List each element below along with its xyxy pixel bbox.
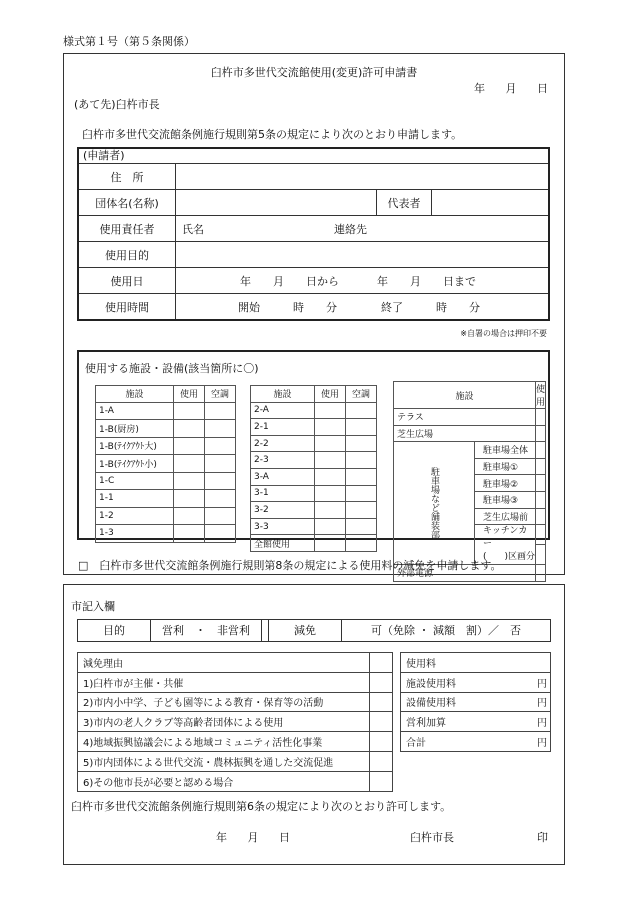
group-label: 団体名(名称) — [79, 190, 176, 216]
reason-text: 1)臼杵市が主催・共催 — [78, 672, 370, 692]
col-facility: 施設 — [251, 386, 315, 403]
aircon-cell[interactable] — [346, 468, 377, 485]
col-use: 使用 — [174, 386, 205, 403]
fee-label: 施設使用料 — [401, 672, 487, 692]
exemption-label: 減免 — [269, 620, 342, 641]
address-field[interactable] — [176, 164, 549, 190]
representative-field[interactable] — [432, 190, 549, 216]
application-frame — [63, 53, 565, 580]
use-cell[interactable] — [315, 435, 346, 452]
facility-row — [251, 518, 377, 535]
use-cell[interactable] — [315, 452, 346, 469]
aircon-cell[interactable] — [346, 485, 377, 502]
col-use: 使用 — [315, 386, 346, 403]
fee-unit[interactable]: 円 — [486, 712, 551, 732]
group-field[interactable] — [176, 190, 377, 216]
aircon-cell[interactable] — [205, 420, 236, 438]
fees-header: 使用料 — [401, 653, 551, 673]
fee-label: 合計 — [401, 732, 487, 752]
facility-name: 2-1 — [251, 419, 315, 436]
date-from-text: 年 月 日から — [240, 274, 339, 288]
facility-name: 2-A — [251, 402, 315, 419]
time-end-text: 終了 時 分 — [381, 300, 480, 314]
facility-name: 1-B(厨房) — [96, 420, 174, 438]
office-purpose-label: 目的 — [78, 620, 151, 641]
use-cell[interactable] — [315, 468, 346, 485]
aircon-cell[interactable] — [346, 535, 377, 552]
use-cell[interactable] — [536, 475, 546, 492]
reasons-header: 減免理由 — [78, 653, 370, 673]
use-cell[interactable] — [536, 409, 546, 426]
facility-row — [251, 452, 377, 469]
col-facility: 施設 — [394, 382, 536, 409]
reason-text: 5)市内団体による世代交流・農林振興を通した交流促進 — [78, 751, 370, 771]
use-cell[interactable] — [536, 525, 546, 545]
use-cell[interactable] — [174, 490, 205, 508]
reason-row — [78, 771, 393, 791]
use-cell[interactable] — [174, 472, 205, 490]
reason-check-cell[interactable] — [370, 771, 393, 791]
facility-name: 2-2 — [251, 435, 315, 452]
reason-row — [78, 712, 393, 732]
col-aircon: 空調 — [205, 386, 236, 403]
facility-name: 1-B(ﾃｲｸｱｳﾄ小) — [96, 455, 174, 473]
address-row — [79, 164, 548, 190]
facility-table-1 — [95, 385, 236, 543]
facility-row — [251, 485, 377, 502]
use-date-label: 使用日 — [79, 268, 176, 294]
use-time-label: 使用時間 — [79, 294, 176, 320]
use-cell[interactable] — [315, 419, 346, 436]
fee-label: 設備使用料 — [401, 692, 487, 712]
kitchen-car-line1: キッチンカー — [483, 526, 528, 550]
facility-row — [251, 535, 377, 552]
reason-check-cell[interactable] — [370, 692, 393, 712]
time-start-text: 開始 時 分 — [238, 300, 337, 314]
facility-name: 1-1 — [96, 490, 174, 508]
facility-name: 全館使用 — [251, 535, 315, 552]
facility-name: 1-3 — [96, 525, 174, 543]
facility-row — [96, 402, 236, 420]
form-title: 臼杵市多世代交流館使用(変更)許可申請書 — [210, 66, 418, 79]
aircon-cell[interactable] — [205, 402, 236, 420]
facility-name: 芝生広場前 — [475, 508, 536, 525]
use-time-row — [79, 294, 548, 320]
facility-name: 駐車場③ — [475, 491, 536, 508]
facility-row — [96, 437, 236, 455]
purpose-exemption-row — [77, 619, 551, 642]
facility-name: テラス — [394, 409, 536, 426]
facility-table-3 — [393, 381, 546, 582]
fee-unit[interactable]: 円 — [486, 672, 551, 692]
manager-row — [79, 216, 548, 242]
seal-mark: 印 — [537, 831, 548, 844]
applicant-table — [79, 164, 548, 319]
facility-row — [251, 502, 377, 519]
facility-name: 駐車場② — [475, 475, 536, 492]
reason-row — [78, 751, 393, 771]
use-cell[interactable] — [174, 525, 205, 543]
facility-row — [96, 490, 236, 508]
facility-name: 1-A — [96, 402, 174, 420]
representative-label: 代表者 — [377, 190, 432, 216]
use-cell[interactable] — [315, 535, 346, 552]
manager-label: 使用責任者 — [79, 216, 176, 242]
facility-name: 2-3 — [251, 452, 315, 469]
use-cell[interactable] — [315, 485, 346, 502]
permit-date: 年 月 日 — [216, 831, 290, 844]
reason-text: 4)地域振興協議会による地域コミュニティ活性化事業 — [78, 732, 370, 752]
reason-check-cell[interactable] — [370, 672, 393, 692]
aircon-cell[interactable] — [205, 525, 236, 543]
form-number: 様式第１号（第５条関係） — [63, 35, 195, 48]
facility-name: 芝生広場 — [394, 425, 536, 442]
facility-row — [96, 525, 236, 543]
aircon-cell[interactable] — [205, 490, 236, 508]
use-cell[interactable] — [536, 545, 546, 565]
fee-unit[interactable]: 円 — [486, 692, 551, 712]
aircon-cell[interactable] — [205, 507, 236, 525]
facility-name: 外部電源 — [394, 565, 536, 582]
manager-field[interactable] — [176, 216, 549, 242]
purpose-field[interactable] — [176, 242, 549, 268]
aircon-cell[interactable] — [346, 419, 377, 436]
use-cell[interactable] — [536, 442, 546, 459]
facility-name: 3-2 — [251, 502, 315, 519]
fee-row — [401, 672, 551, 692]
use-cell[interactable] — [536, 425, 546, 442]
aircon-cell[interactable] — [205, 437, 236, 455]
office-purpose-value[interactable]: 営利 ・ 非営利 — [151, 620, 262, 641]
use-cell[interactable] — [174, 420, 205, 438]
office-use-frame — [63, 584, 565, 865]
facility-name: 3-A — [251, 468, 315, 485]
facility-row — [251, 402, 377, 419]
fee-row — [401, 712, 551, 732]
aircon-cell[interactable] — [346, 402, 377, 419]
addressee: (あて先)臼杵市長 — [74, 98, 160, 111]
facility-row — [96, 455, 236, 473]
fee-unit[interactable]: 円 — [486, 732, 551, 752]
purpose-row — [79, 242, 548, 268]
date-line: 年 月 日 — [474, 82, 548, 95]
facility-name: 3-3 — [251, 518, 315, 535]
facility-row — [394, 425, 546, 442]
fee-row — [401, 732, 551, 752]
facility-row — [96, 472, 236, 490]
use-cell[interactable] — [536, 508, 546, 525]
kitchen-car-line2: ( )区画分 — [483, 552, 536, 563]
reason-check-cell[interactable] — [370, 732, 393, 752]
use-cell[interactable] — [536, 491, 546, 508]
aircon-cell[interactable] — [346, 435, 377, 452]
facility-row — [394, 442, 546, 459]
intro-text: 臼杵市多世代交流館条例施行規則第5条の規定により次のとおり申請します。 — [82, 128, 463, 141]
use-cell[interactable] — [174, 402, 205, 420]
reason-check-cell[interactable] — [370, 751, 393, 771]
reason-text: 3)市内の老人クラブ等高齢者団体による使用 — [78, 712, 370, 732]
facilities-heading: 使用する施設・設備(該当箇所に〇) — [85, 362, 259, 375]
facility-row — [96, 507, 236, 525]
seal-note: ※自署の場合は押印不要 — [460, 329, 547, 338]
aircon-cell[interactable] — [205, 455, 236, 473]
mayor-label: 臼杵市長 — [410, 831, 454, 844]
use-cell[interactable] — [174, 507, 205, 525]
facility-row — [251, 435, 377, 452]
applicant-header: (申請者) — [79, 149, 548, 164]
facility-name: 3-1 — [251, 485, 315, 502]
use-date-row — [79, 268, 548, 294]
use-cell[interactable] — [536, 458, 546, 475]
use-time-field[interactable] — [176, 294, 549, 320]
facility-row — [251, 419, 377, 436]
permit-text: 臼杵市多世代交流館条例施行規則第6条の規定により次のとおり許可します。 — [71, 800, 452, 813]
fee-label: 営利加算 — [401, 712, 487, 732]
reason-text: 6)その他市長が必要と認める場合 — [78, 771, 370, 791]
use-cell[interactable] — [315, 402, 346, 419]
col-aircon: 空調 — [346, 386, 377, 403]
reason-text: 2)市内小中学、子ども園等による教育・保育等の活動 — [78, 692, 370, 712]
facility-name: 1-2 — [96, 507, 174, 525]
col-use: 使用 — [536, 382, 546, 409]
use-cell[interactable] — [315, 518, 346, 535]
facility-name: 1-C — [96, 472, 174, 490]
group-row — [79, 190, 548, 216]
use-cell[interactable] — [174, 437, 205, 455]
name-label: 氏名 — [182, 222, 204, 236]
contact-label: 連絡先 — [334, 222, 367, 236]
facility-row — [96, 420, 236, 438]
date-to-text: 年 月 日まで — [377, 274, 476, 288]
exemption-value[interactable]: 可（免除 ・ 減額 割）／ 否 — [371, 624, 521, 637]
facility-row — [251, 468, 377, 485]
aircon-cell[interactable] — [346, 452, 377, 469]
applicant-section — [77, 147, 550, 321]
col-facility: 施設 — [96, 386, 174, 403]
aircon-cell[interactable] — [346, 502, 377, 519]
reason-row — [78, 672, 393, 692]
facility-name: 駐車場全体 — [475, 442, 536, 459]
paved-area-label: 駐車場など舗装部 — [394, 442, 475, 565]
use-cell[interactable] — [536, 565, 546, 582]
facility-name: 駐車場① — [475, 458, 536, 475]
reason-row — [78, 692, 393, 712]
fee-row — [401, 692, 551, 712]
facility-row — [394, 409, 546, 426]
aircon-cell[interactable] — [346, 518, 377, 535]
aircon-cell[interactable] — [205, 472, 236, 490]
facility-name: 1-B(ﾃｲｸｱｳﾄ大) — [96, 437, 174, 455]
office-heading: 市記入欄 — [71, 600, 115, 613]
reduction-request-checkbox[interactable]: □ 臼杵市多世代交流館条例施行規則第8条の規定による使用料の減免を申請します。 — [78, 559, 502, 572]
use-cell[interactable] — [315, 502, 346, 519]
reason-check-cell[interactable] — [370, 712, 393, 732]
use-date-field[interactable] — [176, 268, 549, 294]
fees-table — [400, 652, 551, 752]
reason-row — [78, 732, 393, 752]
use-cell[interactable] — [174, 455, 205, 473]
purpose-label: 使用目的 — [79, 242, 176, 268]
address-label: 住 所 — [79, 164, 176, 190]
facility-table-2 — [250, 385, 377, 552]
reduction-reasons-table — [77, 652, 393, 792]
